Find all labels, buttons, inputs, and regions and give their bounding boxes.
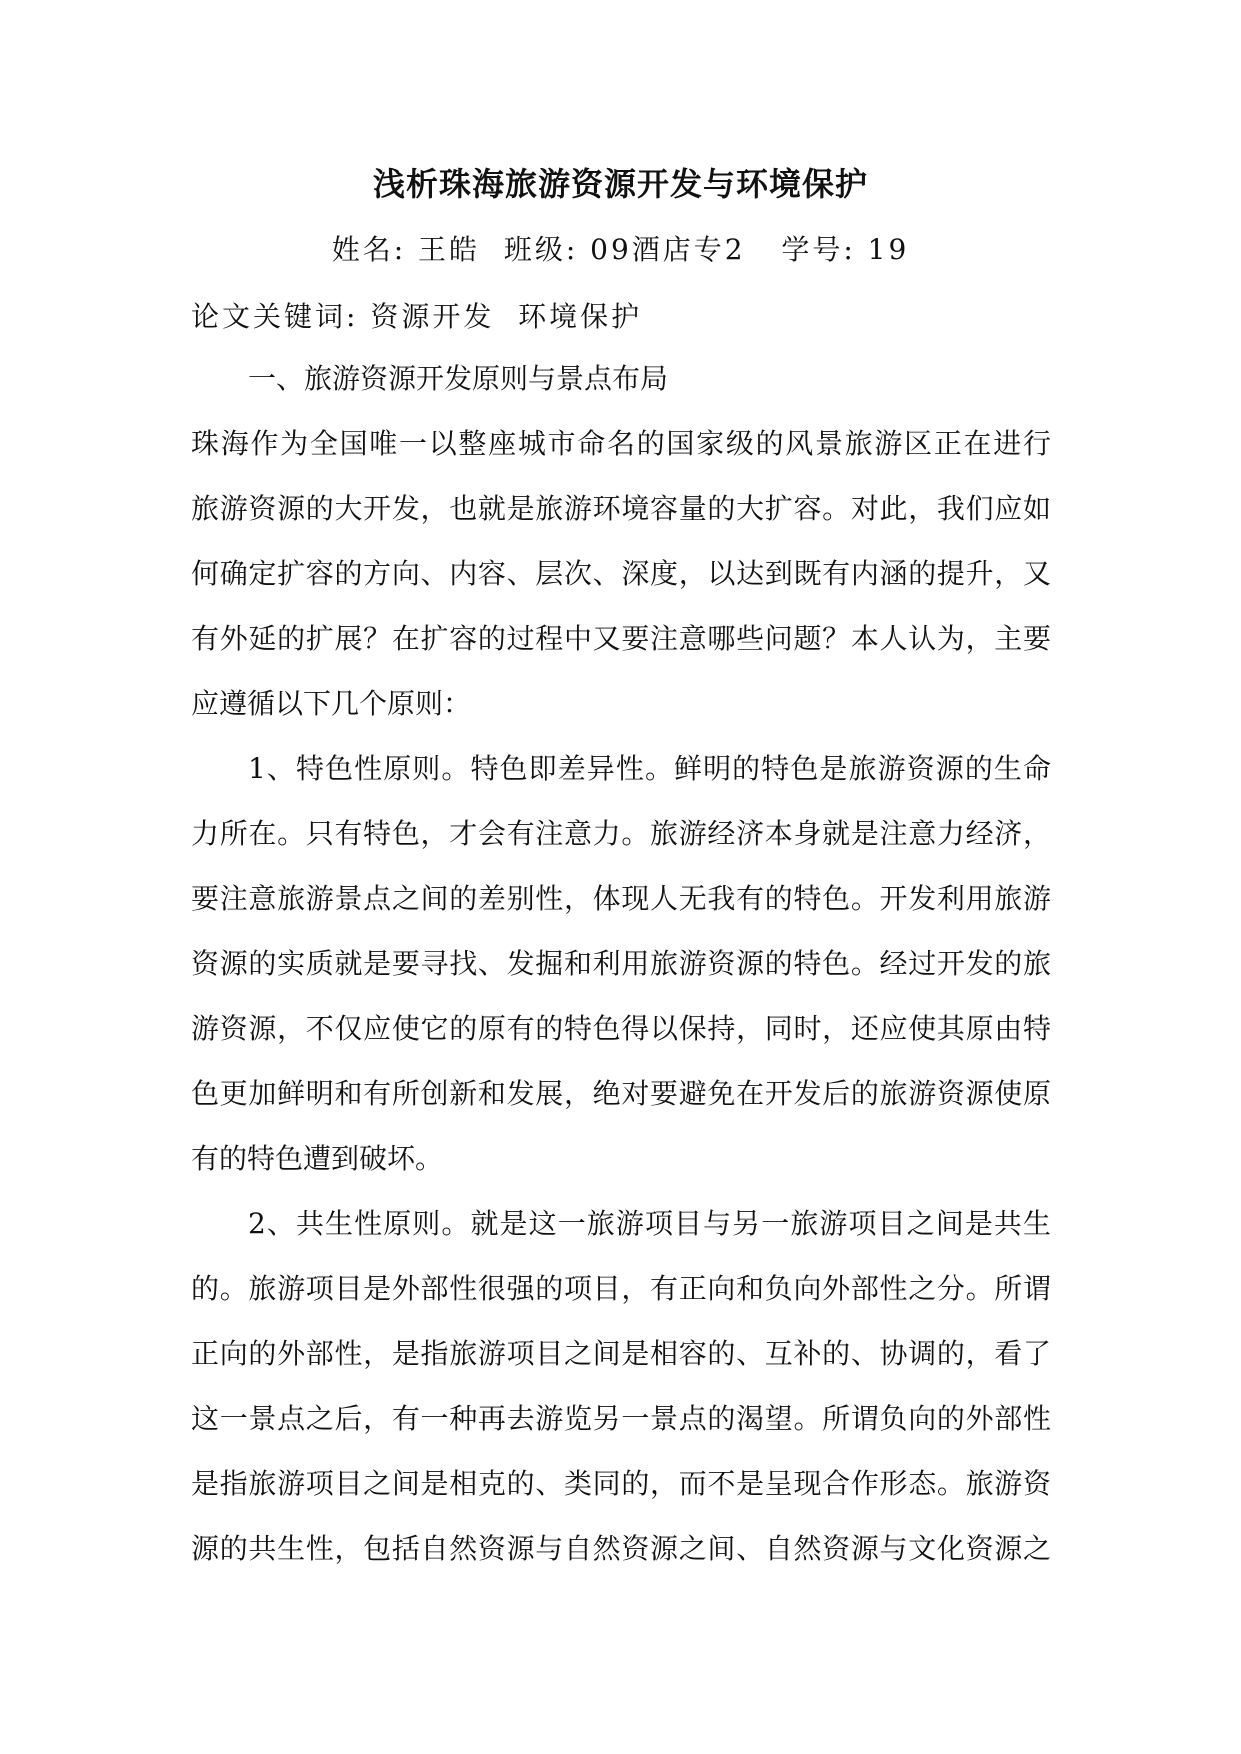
keywords-line: 论文关键词: 资源开发 环境保护 <box>191 300 643 333</box>
body-line: 是指旅游项目之间是相克的、类同的，而不是呈现合作形态。旅游资 <box>191 1467 1051 1500</box>
body-line: 力所在。只有特色，才会有注意力。旅游经济本身就是注意力经济， <box>191 817 1051 850</box>
body-line: 色更加鲜明和有所创新和发展，绝对要避免在开发后的旅游资源使原 <box>191 1077 1051 1110</box>
body-line: 源的共生性，包括自然资源与自然资源之间、自然资源与文化资源之 <box>191 1532 1051 1565</box>
author-info-line: 姓名: 王皓 班级: 09酒店专2 学号: 19 <box>331 233 910 266</box>
body-line: 有外延的扩展？在扩容的过程中又要注意哪些问题？本人认为，主要 <box>191 622 1051 655</box>
body-line: 要注意旅游景点之间的差别性，体现人无我有的特色。开发利用旅游 <box>191 882 1051 915</box>
body-line: 正向的外部性，是指旅游项目之间是相容的、互补的、协调的，看了 <box>191 1337 1051 1370</box>
body-line: 2、共生性原则。就是这一旅游项目与另一旅游项目之间是共生 <box>248 1207 1051 1240</box>
section-heading: 一、旅游资源开发原则与景点布局 <box>248 362 669 395</box>
body-line: 何确定扩容的方向、内容、层次、深度，以达到既有内涵的提升，又 <box>191 557 1051 590</box>
body-line: 珠海作为全国唯一以整座城市命名的国家级的风景旅游区正在进行 <box>191 427 1051 460</box>
body-line: 这一景点之后，有一种再去游览另一景点的渴望。所谓负向的外部性 <box>191 1402 1051 1435</box>
document-title: 浅析珠海旅游资源开发与环境保护 <box>372 165 868 203</box>
body-line: 有的特色遭到破坏。 <box>191 1142 444 1175</box>
body-line: 1、特色性原则。特色即差异性。鲜明的特色是旅游资源的生命 <box>248 752 1051 785</box>
body-line: 应遵循以下几个原则： <box>191 687 472 720</box>
body-line: 游资源，不仅应使它的原有的特色得以保持，同时，还应使其原由特 <box>191 1012 1051 1045</box>
body-line: 旅游资源的大开发，也就是旅游环境容量的大扩容。对此，我们应如 <box>191 492 1051 525</box>
body-line: 资源的实质就是要寻找、发掘和利用旅游资源的特色。经过开发的旅 <box>191 947 1051 980</box>
body-line: 的。旅游项目是外部性很强的项目，有正向和负向外部性之分。所谓 <box>191 1272 1051 1305</box>
